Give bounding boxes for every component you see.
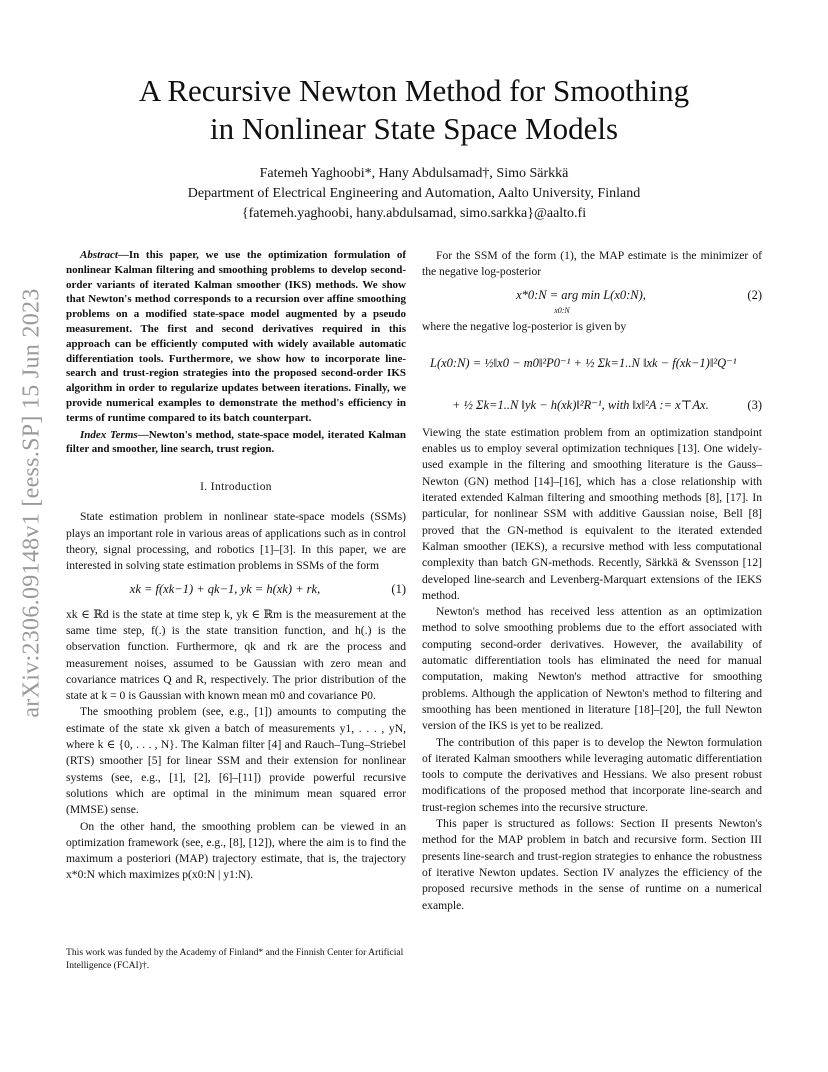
- equation-2-body: x*0:N = arg min L(x0:N),: [516, 287, 646, 302]
- equation-3-number: (3): [747, 397, 762, 412]
- left-column: [66, 248, 406, 884]
- intro-paragraph-4: On the other hand, the smoothing problem can be viewed in an optimization framework (see, e.g., [8], [12]), where the aim is to find the maximum a posteriori (MAP) trajectory estimate, that is, the trajectory x*0:N which maximizes p(x0:N | y1:N).: [66, 819, 406, 882]
- equation-1: [66, 575, 406, 607]
- equation-2: [422, 281, 762, 319]
- equation-2-subscript: x0:N: [554, 305, 570, 315]
- section-heading-introduction: I. Introduction: [200, 481, 272, 494]
- footnote: This work was funded by the Academy of Finland* and the Finnish Center for Artificial Intelligence (FCAI)†.: [66, 947, 404, 971]
- arxiv-stamp-text: arXiv:2306.09148v1 [eess.SP] 15 Jun 2023: [18, 288, 45, 718]
- paper-title: [0, 72, 828, 148]
- equation-3: [422, 335, 762, 425]
- abstract: [66, 248, 406, 426]
- right-paragraph-3: Viewing the state estimation problem from an optimization standpoint enables us to employ several optimization techniques [13]. One widely-used example in the filtering and smoothing literature is the Gauss–Newton (GN) method [14]–[16], which has a close relationship with iterated extended Kalman filtering and smoothing methods [8], [17]. In particular, for nonlinear SSM with additive Gaussian noise, Bell [8] proved that the GN-method is equivalent to the iterated extended Kalman smoother (IEKS), a recursive method with less computational complexity than batch GN-methods. Recently, Särkkä & Svensson [12] developed line-search and Levenberg-Marquart extensions of the IEKS method.: [422, 425, 762, 602]
- affiliation: Department of Electrical Engineering and Automation, Aalto University, Finland: [187, 186, 641, 201]
- intro-paragraph-1: State estimation problem in nonlinear state-space models (SSMs) plays an important role in various areas of applications such as in control theory, signal processing, and robotics [1]–[3]. In this paper, we are interested in solving state estimation problems in SSMs of the form: [66, 510, 406, 573]
- author-block: [0, 164, 828, 224]
- index-terms-lead: Index Terms: [80, 428, 138, 441]
- intro-paragraph-2: xk ∈ ℝd is the state at time step k, yk ∈ ℝm is the measurement at the same time step, f(.) is the state transition function, and h(.) is the observation function. Furthermore, qk and rk are the process and measurement noises, assumed to be Gaussian with zero mean and covariance matrices Q and R, respectively. The prior distribution of the state at k = 0 is Gaussian with known mean m0 and covariance P0.: [66, 607, 406, 703]
- title-line-2: in Nonlinear State Space Models: [209, 111, 619, 146]
- author-names: Fatemeh Yaghoobi*, Hany Abdulsamad†, Simo Särkkä: [259, 166, 569, 181]
- equation-1-number: (1): [391, 581, 406, 596]
- title-line-1: A Recursive Newton Method for Smoothing: [138, 73, 690, 108]
- abstract-text: —In this paper, we use the optimization formulation of nonlinear Kalman filtering and smoothing problems to develop second-order variants of iterated Kalman smoother (IKS) methods. We show that Newton's method corresponds to a recursion over affine smoothing problems on a modified state-space model augmented by a pseudo measurement. The first and second derivatives required in this approach can be efficiently computed with widely available automatic differentiation tools. Furthermore, we show how to incorporate line-search and trust-region strategies into the proposed second-order IKS algorithm in order to regularize updates between iterations. Finally, we provide numerical examples to demonstrate the method's efficiency in terms of runtime compared to its batch counterpart.: [66, 249, 406, 424]
- right-column: [422, 248, 762, 914]
- right-paragraph-4: Newton's method has received less attention as an optimization method to solve smoothing problems due to the effort associated with computing second-order derivatives. However, the availability of automatic differentiation tools has eliminated the need for manual computation, making Newton's method attractive for smoothing problems. Although the application of Newton's method to filtering and smoothing has been mentioned in literature [18]–[20], the full Newton version of the IKS is yet to be realized.: [422, 605, 762, 733]
- equation-2-number: (2): [747, 287, 762, 302]
- arxiv-stamp: [14, 258, 50, 748]
- equation-1-body: xk = f(xk−1) + qk−1, yk = h(xk) + rk,: [129, 581, 321, 596]
- equation-3-line-2: + ½ Σk=1..N ‖yk − h(xk)‖²R⁻¹, with ‖x‖²A := x⊤Ax.: [452, 397, 709, 412]
- index-terms-text: —Newton's method, state-space model, iterated Kalman filter and smoother, line search, trust region.: [66, 428, 407, 456]
- author-emails: {fatemeh.yaghoobi, hany.abdulsamad, simo.sarkka}@aalto.fi: [241, 206, 587, 221]
- right-paragraph-1: For the SSM of the form (1), the MAP estimate is the minimizer of the negative log-posterior: [422, 249, 762, 279]
- equation-3-line-1: L(x0:N) = ½‖x0 − m0‖²P0⁻¹ + ½ Σk=1..N ‖xk − f(xk−1)‖²Q⁻¹: [430, 355, 737, 370]
- right-paragraph-6: This paper is structured as follows: Section II presents Newton's method for the MAP problem in batch and recursive form. Section III presents line-search and trust-region strategies to enhance the robustness of iterative Newton updates. Section IV analyzes the efficiency of the proposed recursive methods in the sense of runtime on a numerical example.: [422, 817, 762, 912]
- index-terms: [66, 428, 406, 458]
- right-paragraph-2: where the negative log-posterior is given by: [422, 319, 627, 333]
- abstract-lead: Abstract: [80, 249, 118, 261]
- right-paragraph-5: The contribution of this paper is to develop the Newton formulation of iterated Kalman smoothers while leveraging automatic differentiation tools to compute the derivatives and Hessians. We also present robust modifications of the proposed method that incorporate line-search and trust-region schemes into the recursive structure.: [422, 735, 762, 814]
- intro-paragraph-3: The smoothing problem (see, e.g., [1]) amounts to computing the estimate of the state xk given a batch of measurements y1, . . . , yN, where k ∈ {0, . . . , N}. The Kalman filter [4] and Rauch–Tung–Striebel (RTS) smoother [5] for linear SSM and their extension for nonlinear systems (see, e.g., [1], [2], [6]–[11]) provide powerful recursive solutions which are optimal in the minimum mean squared error (MMSE) sense.: [66, 705, 406, 817]
